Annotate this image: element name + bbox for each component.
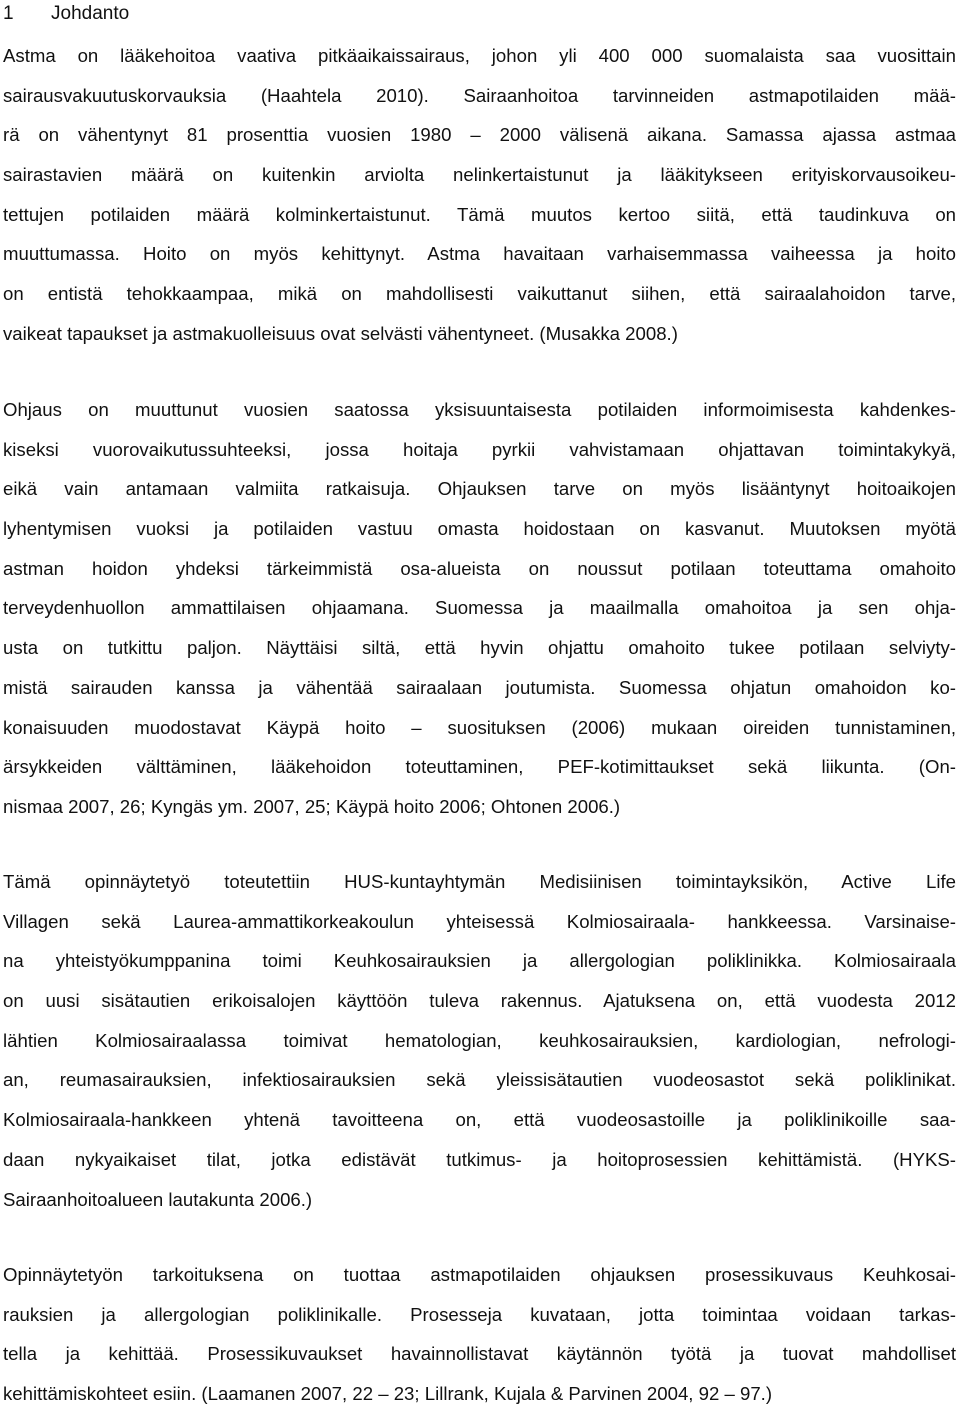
text-line: kehittämiskohteet esiin. (Laamanen 2007, 22 – 23; Lillrank, Kujala & Parvinen 2004, 92 – 97.) bbox=[3, 1383, 773, 1405]
text-line: kiseksi vuorovaikutussuhteeksi, jossa hoitaja pyrkii vahvistamaan ohjattavan toimintakykyä, bbox=[3, 438, 956, 460]
text-line: Villagen sekä Laurea-ammattikorkeakoulun yhteisessä Kolmiosairaala- hankkeessa. Varsinaise- bbox=[3, 910, 956, 932]
text-line: mistä sairauden kanssa ja vähentää sairaalaan joutumista. Suomessa ohjatun omahoidon ko- bbox=[3, 676, 956, 698]
paragraph-4 bbox=[3, 1255, 956, 1414]
section-heading bbox=[3, 1, 129, 27]
text-line: nismaa 2007, 26; Kyngäs ym. 2007, 25; Käypä hoito 2006; Ohtonen 2006.) bbox=[3, 795, 621, 817]
text-line: tettujen potilaiden määrä kolminkertaistunut. Tämä muutos kertoo siitä, että taudinkuva on bbox=[3, 203, 956, 225]
text-line: daan nykyaikaiset tilat, jotka edistävät tutkimus- ja hoitoprosessien kehittämistä. (HYKS- bbox=[3, 1148, 956, 1170]
text-line: Kolmiosairaala-hankkeen yhtenä tavoitteena on, että vuodeosastoille ja poliklinikoille saa- bbox=[3, 1109, 956, 1131]
text-line: usta on tutkittu paljon. Näyttäisi siltä, että hyvin ohjattu omahoito tukee potilaan selviyty- bbox=[3, 637, 956, 659]
section-number: 1 bbox=[3, 3, 14, 24]
text-line: muuttumassa. Hoito on myös kehittynyt. Astma havaitaan varhaisemmassa vaiheessa ja hoito bbox=[3, 243, 956, 265]
text-line: eikä vain antamaan valmiita ratkaisuja. Ohjauksen tarve on myös lisääntynyt hoitoaikojen bbox=[3, 478, 956, 500]
text-line: Tämä opinnäytetyö toteutettiin HUS-kuntayhtymän Medisiinisen toimintayksikön, Active Life bbox=[3, 871, 956, 892]
text-line: Sairaanhoitoalueen lautakunta 2006.) bbox=[3, 1188, 313, 1210]
text-line: on uusi sisätautien erikoisalojen käyttöön tuleva rakennus. Ajatuksena on, että vuodesta 2012 bbox=[3, 990, 956, 1012]
text-line: rä on vähentynyt 81 prosenttia vuosien 1980 – 2000 välisenä aikana. Samassa ajassa astmaa bbox=[3, 124, 956, 146]
text-line: na yhteistyökumppanina toimi Keuhkosairauksien ja allergologian poliklinikka. Kolmiosairaala bbox=[3, 950, 956, 972]
text-line: on entistä tehokkaampaa, mikä on mahdollisesti vaikuttanut siihen, että sairaalahoidon tarve, bbox=[3, 283, 956, 305]
text-line: Ohjaus on muuttunut vuosien saatossa yksisuuntaisesta potilaiden informoimisesta kahdenkes- bbox=[3, 399, 956, 420]
text-line: Opinnäytetyön tarkoituksena on tuottaa astmapotilaiden ohjauksen prosessikuvaus Keuhkosai- bbox=[3, 1264, 956, 1285]
text-line: sairausvakuutuskorvauksia (Haahtela 2010). Sairaanhoitoa tarvinneiden astmapotilaiden mää- bbox=[3, 84, 956, 106]
paragraph-3 bbox=[3, 862, 956, 1219]
text-line: astman hoidon yhdeksi tärkeimmistä osa-alueista on noussut potilaan toteuttama omahoito bbox=[3, 557, 956, 579]
text-line: terveydenhuollon ammattilaisen ohjaamana. Suomessa ja maailmalla omahoitoa ja sen ohja- bbox=[3, 597, 956, 619]
paragraph-2 bbox=[3, 390, 956, 827]
text-line: Astma on lääkehoitoa vaativa pitkäaikaissairaus, johon yli 400 000 suomalaista saa vuosittain bbox=[3, 45, 956, 66]
text-line: ärsykkeiden välttäminen, lääkehoidon toteuttaminen, PEF-kotimittaukset sekä liikunta. (On- bbox=[3, 756, 956, 778]
paragraph-1 bbox=[3, 36, 956, 354]
text-line: sairastavien määrä on kuitenkin arviolta nelinkertaistunut ja lääkitykseen erityiskorvausoikeu- bbox=[3, 164, 956, 186]
text-line: lyhentymisen vuoksi ja potilaiden vastuu omasta hoidostaan on kasvanut. Muutoksen myötä bbox=[3, 518, 956, 540]
text-line: vaikeat tapaukset ja astmakuolleisuus ovat selvästi vähentyneet. (Musakka 2008.) bbox=[3, 322, 678, 344]
section-title: Johdanto bbox=[51, 3, 130, 24]
text-line: lähtien Kolmiosairaalassa toimivat hematologian, keuhkosairauksien, kardiologian, nefrologi- bbox=[3, 1029, 956, 1051]
text-line: tella ja kehittää. Prosessikuvaukset havainnollistavat käytännön työtä ja tuovat mahdolliset bbox=[3, 1343, 956, 1365]
text-line: konaisuuden muodostavat Käypä hoito – suosituksen (2006) mukaan oireiden tunnistaminen, bbox=[3, 716, 956, 738]
text-line: an, reumasairauksien, infektiosairauksien sekä yleissisätautien vuodeosastot sekä poliklinikat. bbox=[3, 1069, 956, 1091]
text-line: rauksien ja allergologian poliklinikalle. Prosesseja kuvataan, jotta toimintaa voidaan tarkas- bbox=[3, 1303, 956, 1325]
